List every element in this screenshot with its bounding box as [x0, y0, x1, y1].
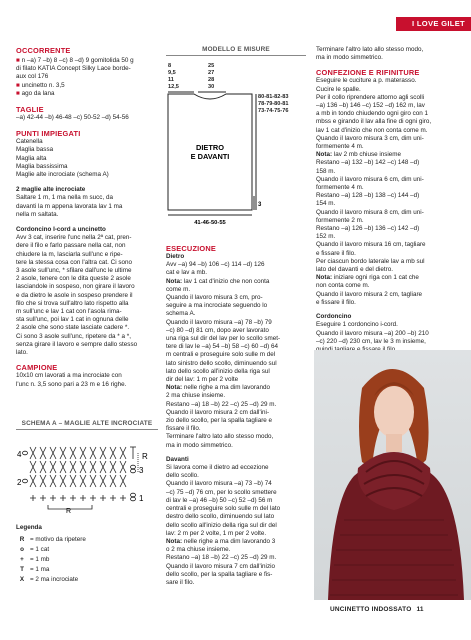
garment-schematic [166, 58, 306, 228]
svg-text:27: 27 [208, 70, 215, 76]
cordoncino-heading: Cordoncino [316, 313, 352, 321]
svg-text:30: 30 [208, 84, 215, 90]
model-photo [314, 350, 471, 600]
cordoncino-text: Eseguire 1 cordoncino i-cord. Quando il lavoro misura –a) 200 –b) 210 –c) 220 –d) 230 cm, lav le 3 m insieme, [316, 321, 429, 345]
taglie-heading: TAGLIE [16, 105, 44, 115]
svg-text:12,5: 12,5 [168, 84, 179, 90]
punti-list: Catenella Maglia bassa Maglia alta Maglia bassissima Maglie alte incrociate (schema A) [16, 138, 109, 179]
svg-text:73-74-75-76: 73-74-75-76 [258, 108, 289, 114]
campione-heading: CAMPIONE [16, 363, 58, 373]
intro-text: ma in modo simmetrico. [316, 54, 383, 62]
row-2-crosses [30, 475, 126, 487]
material-line: ■ n –a) 7 –b) 8 –c) 8 –d) 9 gomitolida 50 g [16, 57, 134, 64]
maglie-text: Saltare 1 m, 1 ma nella m succ, da davanti la m appena lavorata lav 1 ma nella m saltata. [16, 194, 123, 218]
material-line: aux col 176 [16, 73, 49, 81]
legend-row: T = 1 ma [20, 566, 50, 574]
row-label-1: 1 [139, 494, 144, 503]
esecuzione-heading: ESECUZIONE [166, 244, 217, 253]
stitch-chart [16, 433, 158, 513]
chain-marks [23, 451, 136, 501]
row-label-3: 3 [139, 466, 144, 475]
punti-heading: PUNTI IMPIEGATI [16, 129, 81, 139]
davanti-heading: Davanti [166, 455, 189, 463]
schema-title: SCHEMA A – MAGLIE ALTE INCROCIATE [21, 420, 153, 427]
legend-title: Legenda [16, 524, 42, 531]
repeat-label-bottom: R [66, 508, 72, 513]
footer-label: UNCINETTO INDOSSATO [330, 606, 412, 613]
row-label-2: 2 [17, 478, 22, 487]
svg-text:78-79-80-81: 78-79-80-81 [258, 101, 289, 107]
icord-text: Avv 3 cat, inserire l'unc nella 2ª cat, pren- dere il filo e farlo passare nella cat, non chiudere la m, lasciarla sull'unc e ripe- tere la stessa cosa con l'altra cat. Ci sono 3 asole sull'unc, * sfilare dall'unc le ultime 2 asole, tenere con le dita queste 2 asole lasciandole in sospeso, non girare il lavoro e da dietro le asole in sospeso prendere il filo che si trova sull'altro lato rispetto alla m sull'unc e lav 1 cat con l'asola rima- sta sull'unc, poi lav 1 cat in ognuna delle 2 asole che sono state lasciate cadere *. Ci sono 3 asole sull'unc, ripetere da * a *, senza girare il lavoro e sempre dallo stesso lato. [16, 234, 138, 357]
piece-label: E DAVANTI [190, 152, 230, 161]
maglie-heading: 2 maglie alte incrociate [16, 186, 86, 194]
brand-tag: I LOVE GILET [396, 17, 471, 31]
legend [16, 535, 158, 585]
svg-text:8: 8 [168, 63, 172, 69]
column-1 [16, 46, 156, 389]
taglie-text: –a) 42-44 –b) 46-48 –c) 50-52 –d) 54-56 [16, 114, 129, 122]
bottom-measure: 41-46-50-55 [194, 220, 226, 226]
footer [330, 606, 424, 613]
svg-text:9,5: 9,5 [168, 70, 176, 76]
row-4-crosses [30, 447, 126, 459]
davanti-text: Si lavora come il dietro ad eccezione dello scollo. Quando il lavoro misura –a) 73 –b) 74 –c) 75 –d) 76 cm, per lo scollo smettere di lav le –a) 46 –b) 50 –c) 52 –d) 56 m centrali e proseguire solo sulle m del lato destro dello scollo, diminuendo sul lato dello scollo all'inizio della riga sul dir del lav: 2 m per 2 volte, 1 m per 2 volte. Nota: nelle righe a ma dim lavorando 3 o 2 ma chiuse insieme. Restano –a) 18 –b) 22 –c) 25 –d) 29 m. Quando il lavoro misura 7 cm dall'inizio dello scollo, per la spalla tagliare e fis- sare il filo. [166, 464, 281, 586]
material-line: ■ ago da lana [16, 89, 55, 97]
repeat-label-right: R [142, 452, 148, 461]
material-line: ■ uncinetto n. 3,5 [16, 81, 65, 89]
row-1-marks [30, 495, 126, 501]
column-2 [166, 46, 306, 233]
svg-text:28: 28 [208, 77, 215, 83]
intro-text: Terminare l'altro lato allo stesso modo, [316, 46, 424, 53]
dietro-text: Avv –a) 94 –b) 106 –c) 114 –d) 126 cat e lav a mb. Nota: lav 1 cat d'inizio che non conta come m. Quando il lavoro misura 3 cm, pro- seguire a ma incrociate seguendo lo schema A. Quando il lavoro misura –a) 78 –b) 79 –c) 80 –d) 81 cm, dopo aver lavorato una riga sul dir del lav per lo scollo smet- tere di lav le –a) 54 –b) 58 –c) 60 –d) 64 m centrali e proseguire solo sulle m del lato sinistro dello scollo, diminuendo sul lato dello scollo all'inizio della riga sul dir del lav: 1 m per 2 volte Nota: nelle righe a ma dim lavorando 2 ma chiuse insieme. Restano –a) 18 –b) 22 –c) 25 –d) 29 m. Quando il lavoro misura 2 cm dall'ini- zio dello scollo, per la spalla tagliare e fissare il filo. Terminare l'altro lato allo stesso modo, ma in modo simmetrico. [166, 261, 281, 449]
row-label-4: 4 [17, 450, 22, 459]
occorrente-heading: OCCORRENTE [16, 46, 71, 55]
side-measure: 3 [258, 202, 262, 208]
confezione-text: Eseguire le cuciture a p. materasso. Cucire le spalle. Per il collo riprendere attorno agli scolli –a) 136 –b) 146 –c) 152 –d) 162 m, lav a mb in tondo chiudendo ogni giro con 1 mbss e girando il lav alla fine di ogni giro, lav 1 cat d'inizio che non conta come m. Quando il lavoro misura 3 cm, dim uni- formemente 4 m. Nota: lav 2 mb chiuse insieme Restano –a) 132 –b) 142 –c) 148 –d) 158 m. Quando il lavoro misura 6 cm, dim uni- formemente 4 m. Restano –a) 128 –b) 138 –c) 144 –d) 154 m. Quando il lavoro misura 8 cm, dim uni- formemente 2 m. Restano –a) 126 –b) 136 –c) 142 –d) 152 m. Quando il lavoro misura 16 cm, tagliare e fissare il filo. Per ciascun bordo laterale lav a mb sul lato del davanti e del dietro. Nota: iniziare ogni riga con 1 cat che non conta come m. Quando il lavoro misura 2 cm, tagliare e fissare il filo. [316, 77, 432, 306]
dietro-heading: Dietro [166, 253, 185, 260]
legend-row: + = 1 mb [20, 556, 50, 564]
model-illustration [314, 350, 471, 600]
page-number: 11 [416, 606, 424, 613]
confezione-heading: CONFEZIONE E RIFINITURE [316, 68, 420, 78]
legend-row: o = 1 cat [20, 546, 50, 554]
materials-list [16, 57, 156, 98]
column-3 [316, 46, 458, 371]
campione-text: l'unc n. 3,5 sono pari a 23 m e 16 righe. [16, 380, 127, 388]
svg-text:11: 11 [168, 77, 174, 83]
svg-text:80-81-82-83: 80-81-82-83 [258, 94, 289, 100]
campione-text: 10x10 cm lavorati a ma incrociate con [16, 372, 122, 380]
icord-heading: Cordoncino I-cord a uncinetto [16, 226, 106, 234]
svg-text:25: 25 [208, 63, 215, 69]
row-3-crosses [30, 461, 126, 473]
legend-row: R = motivo da ripetere [19, 536, 86, 544]
column-2-text [166, 244, 306, 587]
piece-label: DIETRO [196, 143, 224, 152]
schema-a [16, 420, 158, 585]
legend-row: X = 2 ma incrociate [19, 576, 79, 584]
model-title: MODELLO E MISURE [202, 46, 270, 53]
material-line: di filato KATIA Concept Silky Lace borde- [16, 65, 131, 73]
